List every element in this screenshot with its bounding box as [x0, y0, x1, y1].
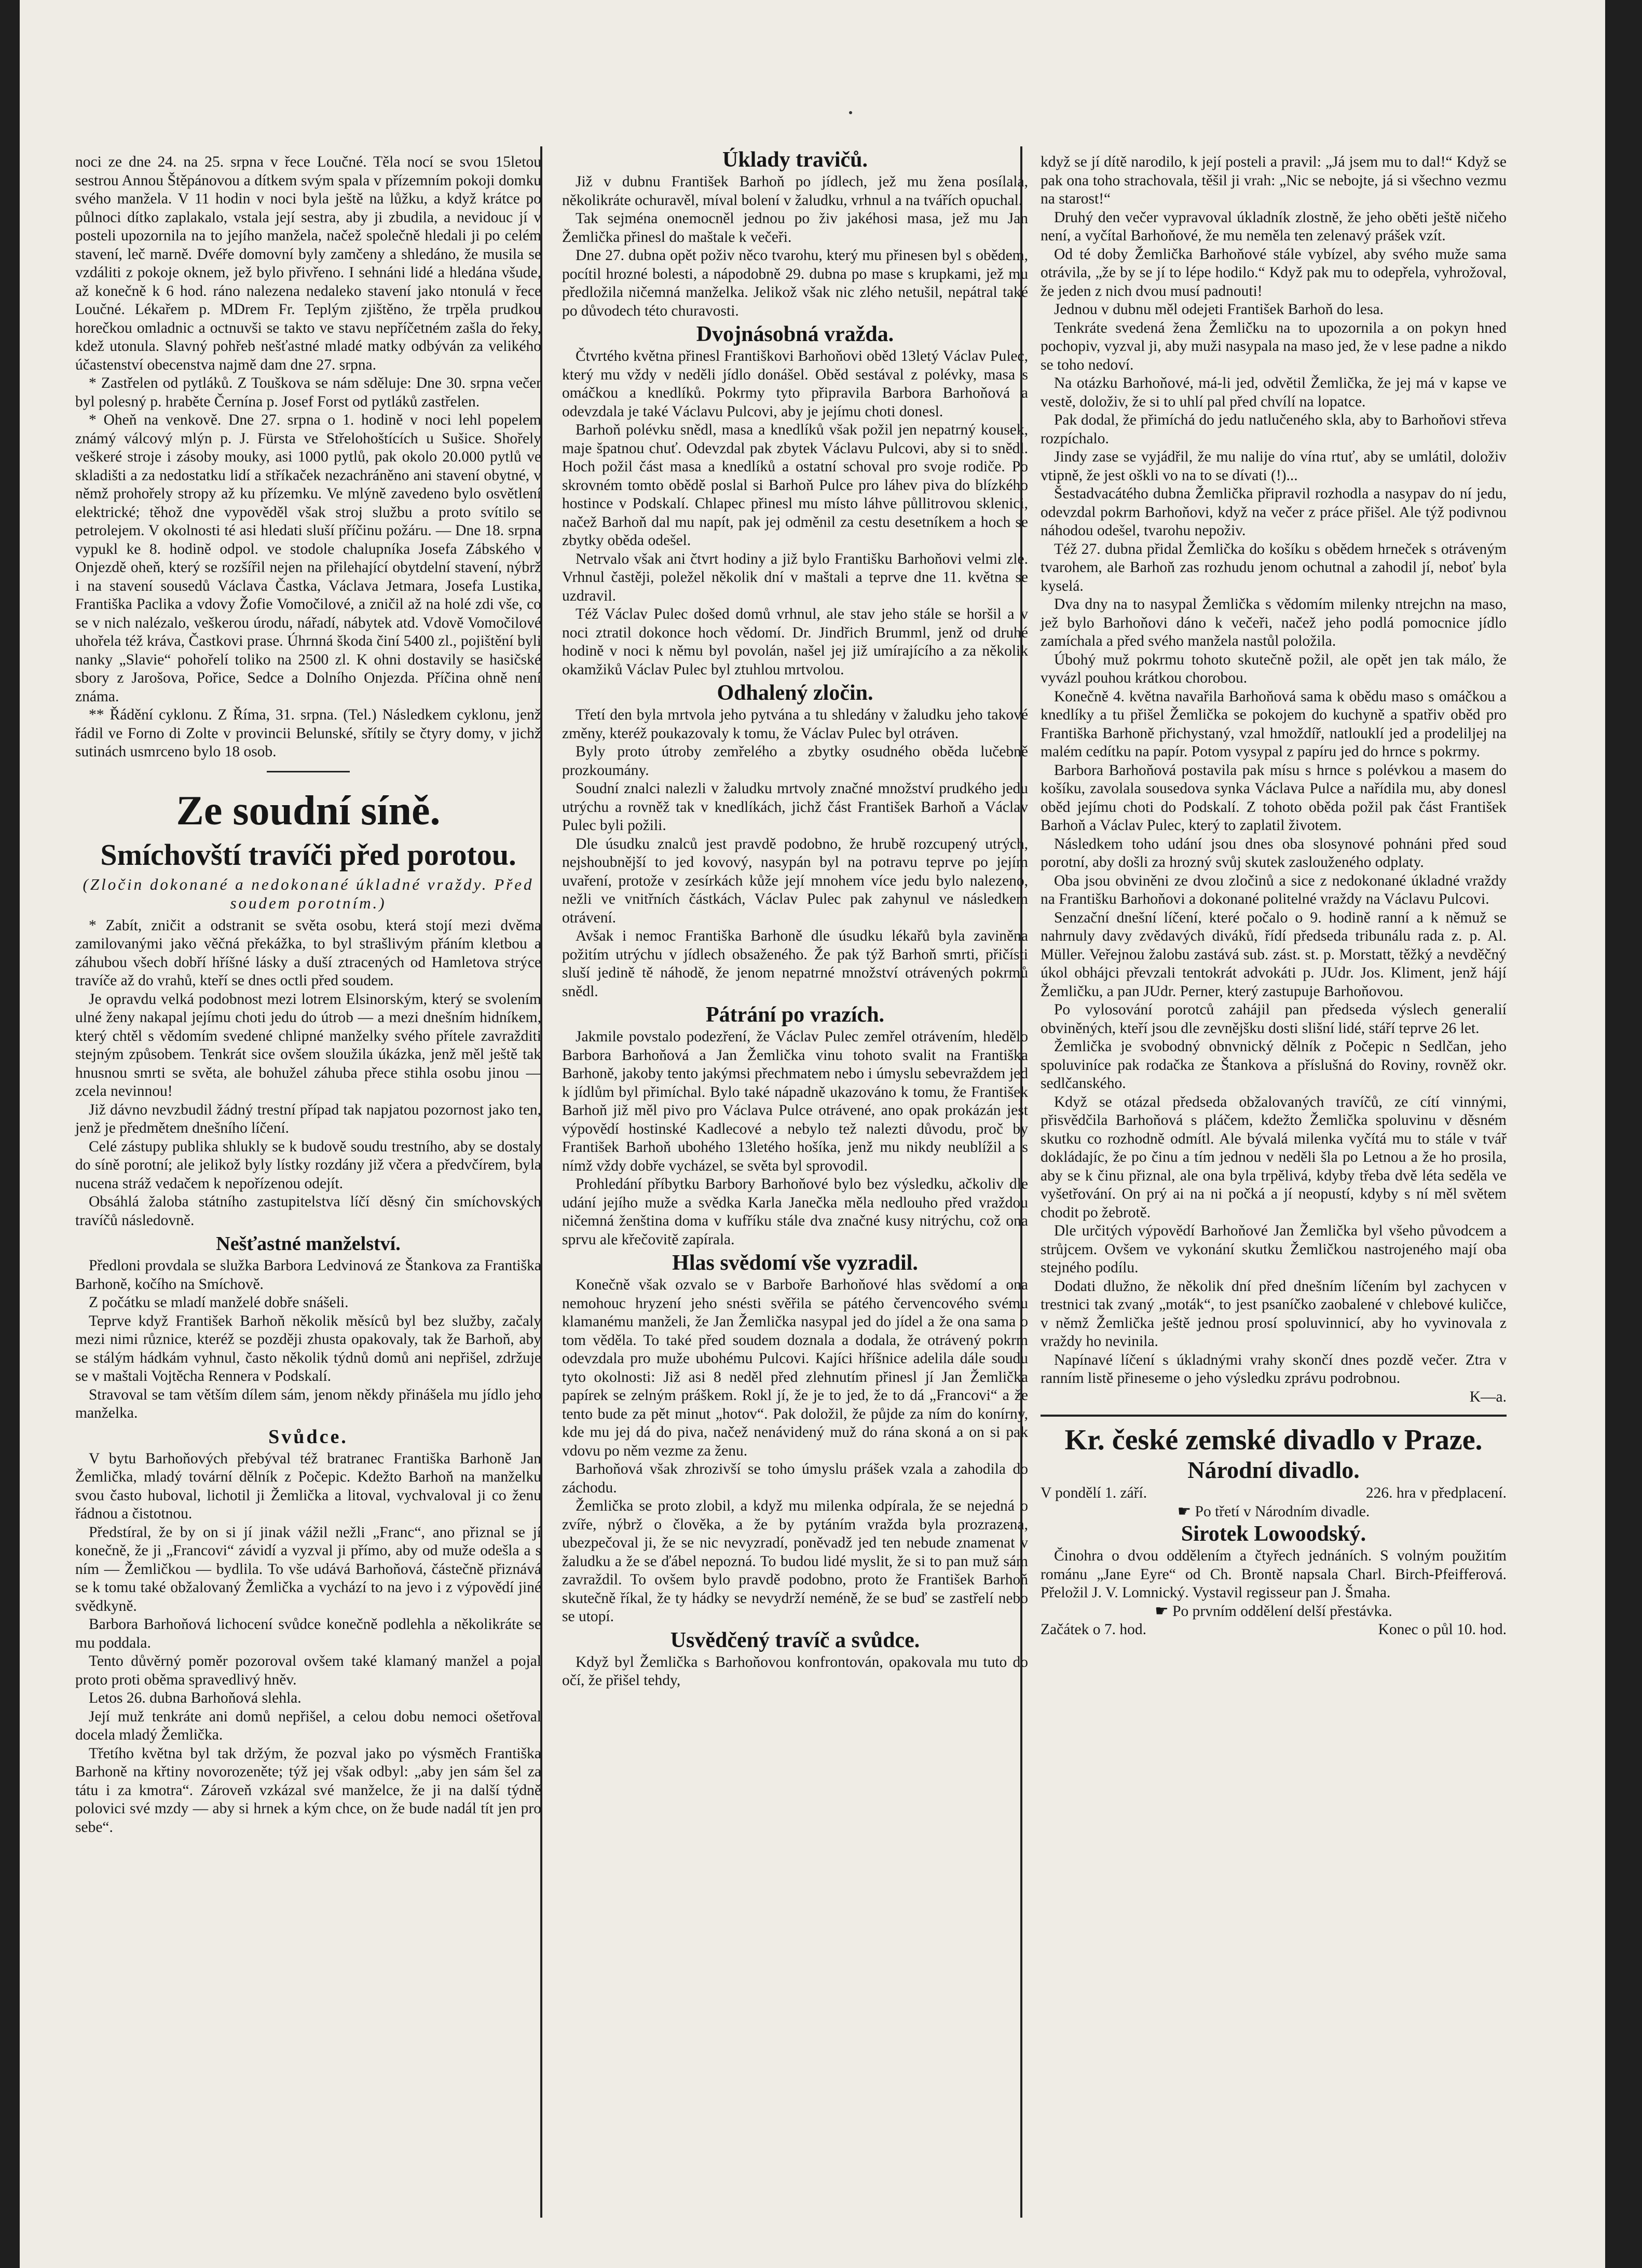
- paragraph: Následkem toho udání jsou dnes oba slosynové pohnáni před soud porotní, aby došli za hrozný svůj skutek zaslouženého odplaty.: [1041, 835, 1507, 871]
- paragraph: Po vylosování porotců zahájil pan předseda výslech generalií obviněných, kteří jsou dle zevnějšku dosti slišní lidé, stáří teprve 26 let.: [1041, 1001, 1507, 1037]
- pointing-hand-icon: ☛: [1155, 1602, 1169, 1620]
- subheading: Odhalený zločin.: [717, 681, 873, 705]
- theatre-subtitle: Národní divadlo.: [1187, 1457, 1360, 1483]
- paragraph: * Zabít, zničit a odstranit se světa osobu, která stojí mezi dvěma zamilovanými jako věčná překážka, to byl strašlivým přáním kletbou a záhubou všech dobří hříšné lásky a duší ztracených od Hamletova strýce travíče až do vrahů, kteří se dnes octli před soudem.: [75, 917, 541, 989]
- performance-date: V pondělí 1. září.: [1041, 1485, 1147, 1501]
- performance-date-row: [1041, 1484, 1507, 1503]
- subheading: Hlas svědomí vše vyzradil.: [672, 1251, 918, 1275]
- theatre-title: Kr. české zemské divadlo v Praze.: [1064, 1424, 1483, 1456]
- paragraph: Již dávno nevzbudil žádný trestní případ tak napjatou pozornost jako ten, jenž je předmětem dnešního líčení.: [75, 1101, 541, 1136]
- paragraph: Dne 27. dubna opět poživ něco tvarohu, který mu přinesen byl s obědem, pocítil hrozné bolesti, a nápodobně 29. dubna po mase s krupkami, jež mu předložila ničemná manželka. Jelikož však nic zlého netušil, nepátral také po důvodech této churavosti.: [562, 247, 1028, 319]
- paragraph: Byly proto útroby zemřelého a zbytky osudného oběda lučebně prozkoumány.: [562, 743, 1028, 779]
- paragraph: Letos 26. dubna Barhoňová slehla.: [89, 1690, 302, 1706]
- paragraph: Tenkráte svedená žena Žemličku na to upozornila a on pokyn hned pochopiv, vyzval ji, aby muži nasypala na maso jed, že v lese padne a nikdo se toho nedoví.: [1041, 319, 1507, 373]
- paragraph: Úbohý muž pokrmu tohoto skutečně požil, ale opět jen tak málo, že vyvázl pouhou krátkou chorobou.: [1041, 651, 1507, 686]
- subheading: Usvědčený travíč a svůdce.: [670, 1628, 920, 1652]
- paragraph: Když byl Žemlička s Barhoňovou konfrontován, opakovala mu tuto do očí, že přišel tehdy,: [562, 1653, 1028, 1689]
- paragraph: noci ze dne 24. na 25. srpna v řece Loučné. Těla nocí se svou 15letou sestrou Annou Štěpánovou a dítkem svým spala v přízemním pokoji domku svého manžela. V 11 hodin v noci byla ještě na lůžku, a když krátce po půlnoci dítko zaplakalo, vstala její sestra, aby ji zbudila, a nevidouc jí v posteli upozornila na to jejího manžela, načež společně hledali ji po celém stavení, leč marně. Dvéře domovní byly zamčeny a shledáno, že musila se vzdáliti z pokoje oknem, jež bylo přivřeno. I sehnáni lidé a hledána všude, až konečně k 6 hod. ráno nalezena nedaleko stavení jako ntonulá v řece Loučné. Lékařem p. MDrem Fr. Teplým zjištěno, že trpěla prudkou horečkou omladnic a octnuvši se takto ve stavu nepříčetném zašla do řeky, kdež utonula. Slavný pohřeb nešťastné mladé matky odbýván za velikého účastenství obecenstva najmě dam dne 27. srpna.: [75, 154, 541, 373]
- paragraph: Konečně 4. května navařila Barhoňová sama k obědu maso s omáčkou a knedlíky a tu přišel Žemlička se pokojem do kuchyně a spatřiv oběd pro Františka Barhoně přichystaný, vzal hmoždíř, natlouklí jed a prodeliljej na malém cedítku na papír. Potom vysypal z papíru jed do hrnce s pokrmy.: [1041, 688, 1507, 760]
- paragraph: Když se otázal předseda obžalovaných travíčů, ze cítí vinnými, přisvědčila Barhoňová s pláčem, kdežto Žemlička spoluvinu v děsném skutku co rozhodně odmítl. Ale bývalá milenka vyčítá mu to stále v tvář dokládajíc, že po činu a tím jednou v neděli šla po Letnou a že ho prosila, aby se k činu přiznal, ale ona byla trpělivá, kdyby třeba dvě léta seděla ve vyšetřování. On prý ai na ni počká a jí neopustí, kdyby s ní měl světem chodit po žebrotě.: [1041, 1093, 1507, 1221]
- paragraph: Barhoň polévku snědl, masa a knedlíků však požil jen nepatrný kousek, maje špatnou chuť. Odevzdal pak zbytek Václavu Pulcovi, aby si to snědl. Hoch požil část masa a knedlíků a ostatní schoval pro svoje rodiče. Po skrovném tomto obědě poslal si Barhoň Pulce pro láhev piva do blízkého hostince v Podskalí. Chlapec přinesl mu místo láhve půllitrovou sklenici, načež Barhoň dal mu napít, pak jej odměnil za cestu desetníkem a hoch se zbytky oběda odešel.: [562, 422, 1028, 549]
- paragraph: Druhý den večer vypravoval úkladník zlostně, že jeho oběti ještě ničeho není, a vyčítal Barhoňové, že mu neměla ten zelenavý prášek vzít.: [1041, 209, 1507, 244]
- paragraph: Avšak i nemoc Františka Barhoně dle úsudku lékařů byla zaviněna požitím utrýchu v jídlech obsaženého. Že pak týž Barhoň smrti, přičísti sluší jedině tě náhodě, že jenom nepatrné množství otrávených pokrmů snědl.: [562, 928, 1028, 1000]
- paragraph: V bytu Barhoňových přebýval též bratranec Františka Barhoně Jan Žemlička, mladý tovární dělník z Počepic. Kdežto Barhoň na manželku svou často huboval, lichotil ji Žemlička a litoval, vychvaloval ji co ženu řádnou a čistotnou.: [75, 1450, 541, 1522]
- paragraph: Jednou v dubnu měl odejeti František Barhoň do lesa.: [1054, 301, 1384, 318]
- paragraph: Na otázku Barhoňové, má-li jed, odvětil Žemlička, že jej má v kapse ve vestě, doloživ, že si to uhlí pal před chvílí na lopatce.: [1041, 375, 1507, 410]
- paragraph: Barbora Barhoňová lichocení svůdce konečně podlehla a několikráte se mu poddala.: [75, 1616, 541, 1651]
- paragraph: Obsáhlá žaloba státního zastupitelstva líčí děsný čin smíchovských travíčů následovně.: [75, 1193, 541, 1229]
- paragraph: Je opravdu velká podobnost mezi lotrem Elsinorským, který se svolením ulné ženy nakapal jejímu choti jedu do útrob — a mezi dnešním hidníkem, který chtěl s vědomím svedené chlipné manželky svého přítele zavražditi stejným způsobem. Tenkrát sice ovšem sloužila úkázka, jenž měl ještě tak hnusnou smrti se světa, ale bohužel záhuba přece stihla osobu jinou — zcela nevinnou!: [75, 990, 541, 1099]
- pointing-hand-icon: ☛: [1177, 1503, 1192, 1520]
- divider: [267, 771, 350, 772]
- paragraph: Dle úsudku znalců jest pravdě podobno, že hrubě rozcupený utrých, nejshoubnější to jed kovový, nasypán byl na potravu teprve po jejím uvaření, protože v zesírkách kůže její mnohem více jedu bylo nalezeno, nežli ve vnitřních částkách, Václav Pulec pak zahynul ve následkem otrávení.: [562, 835, 1028, 926]
- paragraph: Barhoňová však zhrozivší se toho úmyslu prášek vzala a zahodila do záchodu.: [562, 1461, 1028, 1496]
- subheading: Úklady travičů.: [722, 148, 868, 172]
- paragraph: Již v dubnu František Barhoň po jídlech, jež mu žena posílala, několikráte ochuravěl, míval bolení v žaludku, vrhnul a na tvářích opuchal.: [562, 173, 1028, 209]
- paragraph: Napínavé líčení s úkladnými vrahy skončí dnes pozdě večer. Ztra v ranním listě přineseme o jeho výsledku zprávu podrobnou.: [1041, 1351, 1507, 1387]
- theatre-advertisement: [1041, 1415, 1507, 1639]
- paragraph: Dodati dlužno, že několik dní před dnešním líčením byl zachycen v trestnici tak zvaný „moták“, to jest psaníčko zaobalené v chlebové kuličce, v němž Žemlička ještě jednou prosí spoluvinnicí, aby ho vyvinovala z vraždy ho nevinila.: [1041, 1278, 1507, 1350]
- subheading: Pátrání po vrazích.: [705, 1003, 885, 1027]
- paragraph: Oba jsou obviněni ze dvou zločinů a sice z nedokonané úkladné vraždy na Františku Barhoňovi a dokonané politelné vraždy na Václavu Pulcovi.: [1041, 872, 1507, 907]
- newspaper-page: [20, 0, 1605, 2268]
- paragraph: Senzační dnešní líčení, které počalo o 9. hodině ranní a k němuž se nahrnuly davy zvědavých diváků, řídí předseda tribunálu rada z. p. Al. Müller. Veřejnou žalobu zastává sub. zást. st. p. Morstatt, těžký a nevděčný úkol obhájci převzali tentokrát advokáti p. JUdr. Jos. Kliment, jenž hájí Žemličku, a pan JUdr. Perner, který zastupuje Barhoňovou.: [1041, 909, 1507, 1000]
- ink-dot: [849, 111, 852, 114]
- paragraph: Prohledání příbytku Barbory Barhoňové bylo bez výsledku, ačkoliv dle udání jejího muže a svědka Karla Janečka měla nedlouho před vraždou ničemná ženština doma v kufříku stále dva značné kusy nitrýchu, což ona sprvu ale křečovitě zapírala.: [562, 1176, 1028, 1248]
- paragraph: Z počátku se mladí manželé dobře snášeli.: [89, 1294, 349, 1311]
- paragraph: Dva dny na to nasypal Žemlička s vědomím milenky ntrejchn na maso, jež bylo Barhoňovi dáno k večeři, načež jeho podlá pomocnice jídlo zamíchala a před svého manžela nastůl položila.: [1041, 596, 1507, 649]
- paragraph: Netrvalo však ani čtvrt hodiny a již bylo Františku Barhoňovi velmi zle. Vrhnul častěji, poležel několik dní v maštali a teprve dne 11. května se uzdravil.: [562, 550, 1028, 604]
- third-performance-line: ☛ Po třetí v Národním divadle.: [1177, 1503, 1370, 1520]
- paragraph: Jindy zase se vyjádřil, že mu nalije do vína rtuť, aby se umlátil, doloživ vtipně, že jest oškli vo na to se dívati (!)...: [1041, 449, 1507, 484]
- paragraph: Třetí den byla mrtvola jeho pytvána a tu shledány v žaludku jeho takové změny, kteréž poukazovaly k tomu, že Václav Pulec byl otráven.: [562, 707, 1028, 742]
- paragraph: Jakmile povstalo podezření, že Václav Pulec zemřel otrávením, hledělo Barbora Barhoňová a Jan Žemlička vinu tohoto svalit na Františka Barhoně, jakoby tento jakýmsi přechmatem nebo i úmyslu sebevraždem jed k jídlům byl přimíchal. Bylo také nápadně ukazováno k tomu, že František Barhoň již měl pivo pro Václava Pulce otrávené, ano opak prokázán jest výpovědí hostinské Kadlecové a nebylo tež nalezti důvodu, proč by František Barhoň ubohého 13letého hošíka, jenž mu nikdy neublížil a s nímž vždy dobře vycházel, se světa byl sprovodil.: [562, 1028, 1028, 1174]
- paragraph: Třetího května byl tak držým, že pozval jako po výsměch Františka Barhoně na křtiny novorozeněte; týž jej však odbyl: „aby jen sám šel za tátu i za kmotra“. Zároveň vzkázal své manželce, že ji na další týdně polovici své mzdy — aby si hrnek a kým chce, on že bude nadál tít jen pro sebe“.: [75, 1745, 541, 1836]
- play-title: Sirotek Lowoodský.: [1181, 1522, 1366, 1546]
- paragraph: Žemlička se proto zlobil, a když mu milenka odpírala, že se nejedná o zvíře, nýbrž o člověka, a že by pytáním vražda byla prozrazena, ubezpečoval ji, že se nic nevyzradí, poněvadž jed ten nebude znamenat v žaludku a že se ďábel nepozná. To budou lidé myslit, že si to pan muž sám zavraždil. To ovšem bylo pravdě podobno, proto že František Barhoň skutečně říkal, že ty hádky se nevydrží neméně, že se buď se zastřelí nebo se utopí.: [562, 1498, 1028, 1625]
- article-note: (Zločin dokonané a nedokonané úkladné vraždy. Před soudem porotním.): [83, 875, 534, 912]
- subheading: Nešťastné manželství.: [216, 1233, 401, 1255]
- news-item-cyclone: ** Řádění cyklonu. Z Říma, 31. srpna. (Tel.) Následkem cyklonu, jenž řádil ve Forno di Zolte v provincii Belunské, sřítily se čtyry domy, v jichž sutinách usmrceno bylo 18 osob.: [75, 707, 541, 760]
- paragraph: Šestadvacátého dubna Žemlička připravil rozhodla a nasypav do ní jedu, odevzdal pokrm Barhoňovi, když na večer z práce přišel. Ale týž podivnou náhodou odešel, tvarohu nepoživ.: [1041, 485, 1507, 539]
- paragraph: Žemlička je svobodný obnvnický dělník z Počepic n Sedlčan, jeho spoluviníce pak rodačka ze Štankova a příslušná do Roviny, rovněž okr. sedlčanského.: [1041, 1038, 1507, 1092]
- paragraph: Tak sejména onemocněl jednou po živ jakéhosi masa, jež mu Jan Žemlička přinesl do maštale k večeři.: [562, 210, 1028, 246]
- paragraph: Předloni provdala se služka Barbora Ledvinová ze Štankova za Františka Barhoně, kočího na Smíchově.: [75, 1257, 541, 1293]
- paragraph: Čtvrtého května přinesl Františkovi Barhoňovi oběd 13letý Václav Pulec, který mu vždy v neděli jídlo donášel. Oběd sestával z polévky, masa s omáčkou a knedlíků. Pokrmy tyto připravila Barbora Barhoňová a odevzdala je také Václavu Pulcovi, aby je jejímu choti donesl.: [562, 348, 1028, 420]
- section-heading: Ze soudní síně.: [176, 787, 441, 834]
- article-title: Smíchovští travíči před porotou.: [100, 837, 516, 872]
- paragraph: Tento důvěrný poměr pozoroval ovšem také klamaný manžel a pojal proto proti oběma spravedlivý hněv.: [75, 1653, 541, 1688]
- paragraph: Též Václav Pulec došed domů vrhnul, ale stav jeho stále se horšil a v noci ztratil dokonce hoch vědomí. Dr. Jindřich Brumml, jenž od druhé hodině v noci k němu byl povolán, našel jej již umírajícího a za několik okamžiků Václav Pulec byl ztuhlou mrtvolou.: [562, 606, 1028, 678]
- news-item-fire: * Oheň na venkově. Dne 27. srpna o 1. hodině v noci lehl popelem známý válcový mlýn p. J. Fürsta ve Střelohoštících u Sušice. Shořely veškeré stroje i zásoby mouky, asi 1000 pytlů, pak okolo 20.000 pytlů ve skladišti a za nedostatku lidí a stříkaček nezachráněno ani stavení obytné, v němž prohořely stropy až ku přízemku. Ve mlýně zavedeno bylo osvětlení elektrické; těhož dne vypověděl však stroj službu a proto svítilo se petrolejem. V okolnosti té asi hledati sluší příčinu požáru. — Dne 18. srpna vypukl ke 8. hodině odpol. ve stodole chalupníka Josefa Zábského v Onjezdě oheň, který se rozšířil nejen na přilehající obytdelní stavení, nýbrž i na stavení sousedů Václava Častka, Václava Jetmara, Josefa Lustika, Františka Paclika a vdovy Žofie Vomočilové, a zničil až na holé zdi vše, co se v nich nalézalo, veškerou úrodu, nářadí, nábytek atd. Vdově Vomočilové uhořela též kráva, Častkovi prase. Úhrnná škoda činí 5400 zl., pojištění byli nanky „Slavie“ pohořelí toliko na 2500 zl. K ohni dostavily se hasičské sbory z Jarošova, Pořice, Sedce a Dolního Onjezda. Příčina ohně není známa.: [75, 412, 541, 705]
- intermission-line: ☛ Po prvním oddělení delší přestávka.: [1155, 1602, 1392, 1620]
- paragraph: Předstíral, že by on si jí jinak vážil nežli „Franc“, ano přiznal se jí konečně, že ji „Francovi“ závidí a vyzval ji přímo, aby od muže odešla a s ním — Žemličkou — bydlila. To vše udává Barhoňová, částečně přiznává se k tomu také obžalovaný Žemlička a vychází to na jevo i z výpovědí jiné svědkyně.: [75, 1524, 541, 1614]
- time-row: [1041, 1621, 1507, 1639]
- end-time: Konec o půl 10. hod.: [1378, 1621, 1507, 1638]
- paragraph: Teprve když František Barhoň několik měsíců byl bez služby, začaly mezi nimi různice, kteréž se později zhusta opakovaly, tak že Barhoň, aby se stálým hádkám vyhnul, často několik týdnů domů ani nepřišel, zdržuje se v maštali Vojtěcha Rennera v Podskalí.: [75, 1312, 541, 1384]
- paragraph: když se jí dítě narodilo, k její posteli a pravil: „Já jsem mu to dal!“ Když se pak ona toho strachovala, těšil ji vrah: „Nic se nebojte, já si všechno vezmu na starost!“: [1041, 154, 1507, 207]
- paragraph: Též 27. dubna přidal Žemlička do košíku s obědem hrneček s otráveným tvarohem, ale Barhoň zas rozhudu jenom ochutnal a zahodil jí, neboť byla kyselá.: [1041, 540, 1507, 594]
- subheading: Svůdce.: [268, 1425, 348, 1448]
- paragraph: Stravoval se tam větším dílem sám, jenom někdy přinášela mu jídlo jeho manželka.: [75, 1386, 541, 1421]
- column-3: [1041, 153, 1507, 1639]
- paragraph: Barbora Barhoňová postavila pak mísu s hrnce s polévkou a masem do košíku, zavolala sousedova synka Václava Pulce a nařídila mu, aby donesl oběd jejímu choti do Podskalí. Z tohoto oběda požil pak část František Barhoň a Václav Pulec, který to zaplatil životem.: [1041, 762, 1507, 834]
- subscription-number: 226. hra v předplacení.: [1365, 1485, 1507, 1501]
- start-time: Začátek o 7. hod.: [1041, 1621, 1146, 1638]
- paragraph: Celé zástupy publika shlukly se k budově soudu trestního, aby se dostaly do síně porotní; ale jelikož byly lístky rozdány již včera a předvčírem, byla nucena stráž vedačem k nepořízenou odejít.: [75, 1138, 541, 1192]
- column-2: [562, 148, 1028, 1690]
- paragraph: Pak dodal, že přimíchá do jedu natlučeného skla, aby to Barhoňovi střeva rozpíchalo.: [1041, 412, 1507, 447]
- paragraph: Od té doby Žemlička Barhoňové stále vybízel, aby svého muže sama otrávila, „že by se jí to lépe hodilo.“ Když pak mu to odepřela, vyhrožoval, že jeden z nich dvou musí padnouti!: [1041, 246, 1507, 300]
- author-signature: K—a.: [1469, 1388, 1507, 1405]
- paragraph: Soudní znalci nalezli v žaludku mrtvoly značné množství prudkého jedu utrýchu a rovněž tak v knedlíkách, jichž část František Barhoň a Václav Pulec byli požili.: [562, 780, 1028, 834]
- paragraph: Dle určitých výpovědí Barhoňové Jan Žemlička byl všeho původcem a strůjcem. Ovšem ve vykonání skutku Žemličkou nastrojeného mají oba stejného podílu.: [1041, 1223, 1507, 1276]
- paragraph: Konečně však ozvalo se v Barboře Barhoňové hlas svědomí a ona nemohouc hryzení jeho snésti svěřila se pátého červencového svému klamanému manželi, že Jan Žemlička nasypal jed do jídel a že ona sama o tom věděla. To také před soudem doznala a dodala, že otrávený pokrm odevzdala pro muže ubohému Pulcovi. Kajíci hříšnice adelila dále soudu tyto okolnosti: Již asi 8 neděl před zlehnutím přinesl jí Jan Žemlička papírek se zelným práškem. Rokl jí, že je to jed, že to dá „Francovi“ a že tento bude za pět minut „hotov“. Pak doložil, že půjde za ním do konírny, kde mu jej dá do piva, načež nenávidený muž do rána skoná a on si pak vdovu po něm vezme za ženu.: [562, 1276, 1028, 1459]
- news-item-shooting: * Zastřelen od pytláků. Z Touškova se nám sděluje: Dne 30. srpna večer byl polesný p. hraběte Černína p. Josef Forst od pytláků zastřelen.: [75, 375, 541, 410]
- paragraph: Její muž tenkráte ani domů nepřišel, a celou dobu nemoci ošetřoval docela mladý Žemlička.: [75, 1708, 541, 1743]
- column-1: [75, 153, 541, 1837]
- play-description: Činohra o dvou oddělením a čtyřech jednáních. S volným použitím románu „Jane Eyre“ od Ch. Brontě napsala Charl. Birch-Pfeifferová. Přeložil J. V. Lomnický. Vystavil regisseur pan J. Šmaha.: [1041, 1547, 1507, 1601]
- subheading: Dvojnásobná vražda.: [696, 322, 894, 346]
